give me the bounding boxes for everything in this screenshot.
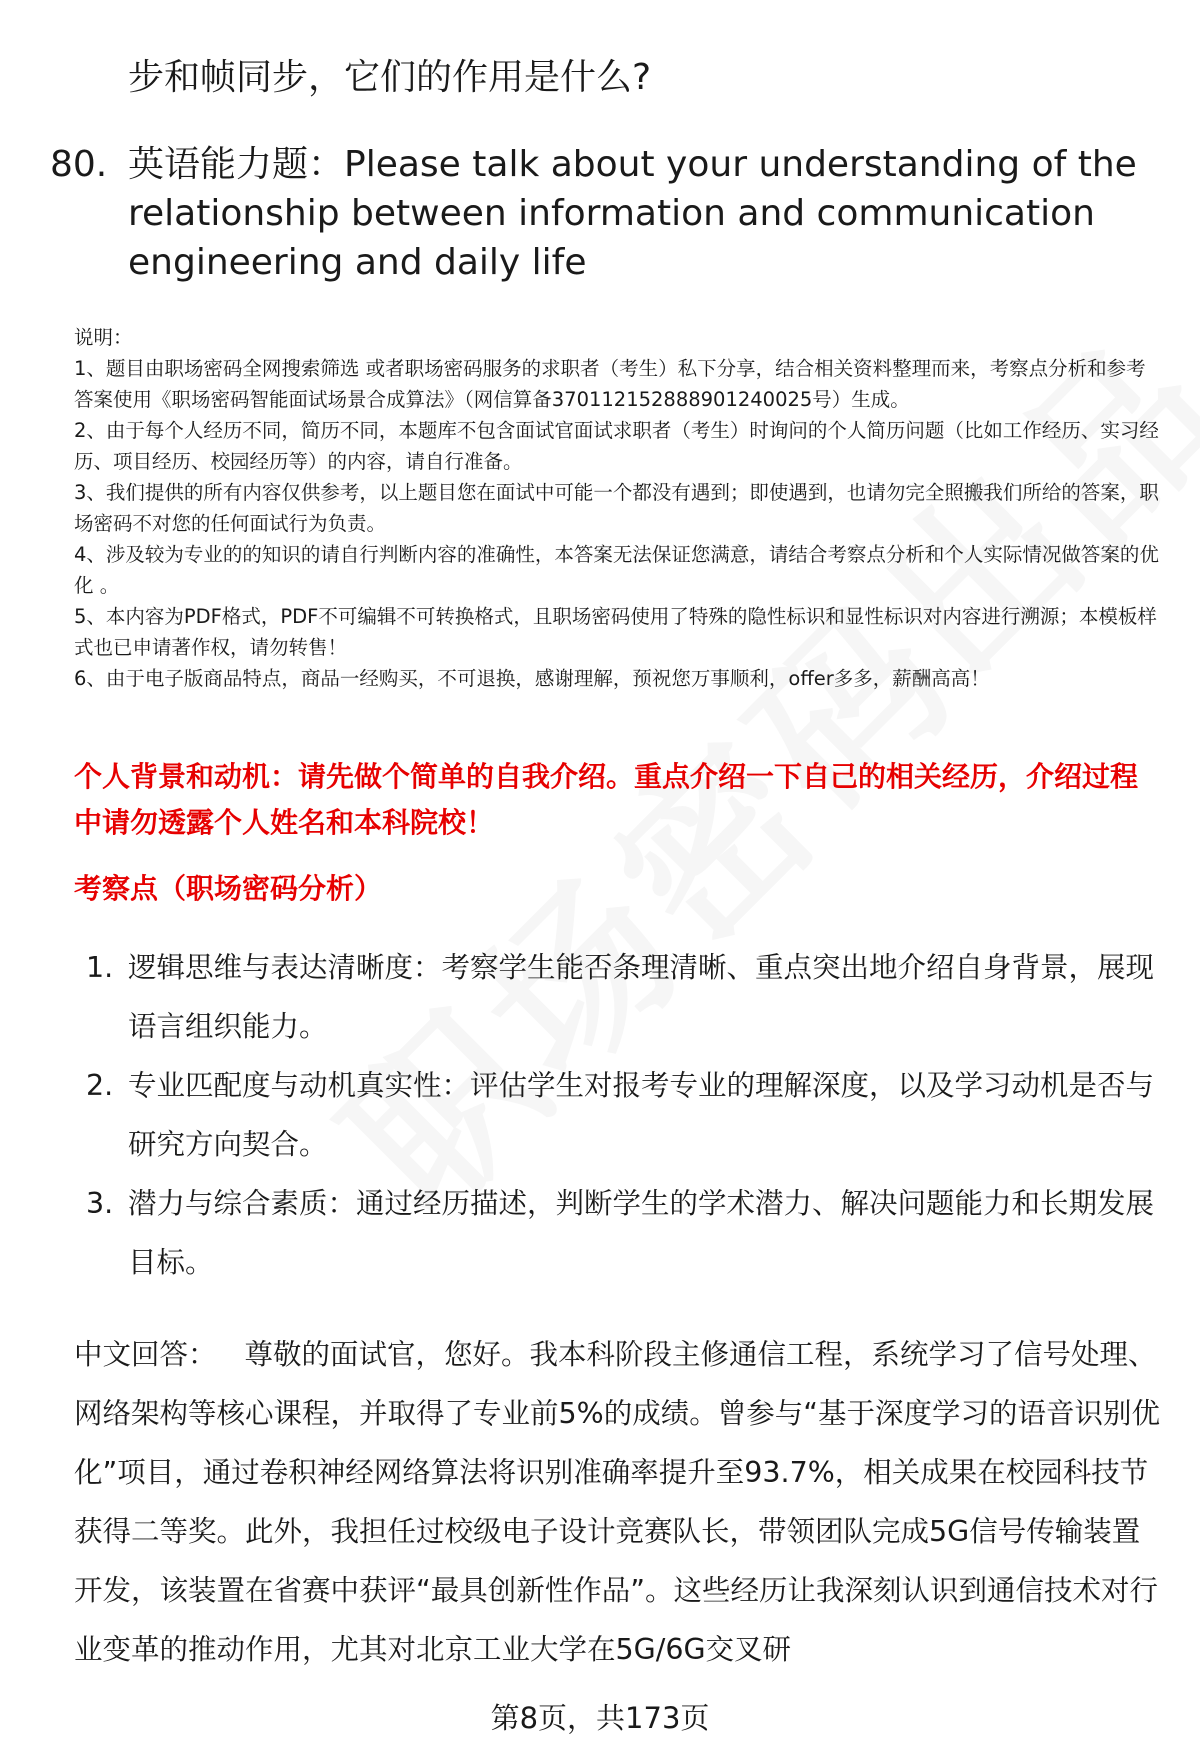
point-text: 潜力与综合素质：通过经历描述，判断学生的学术潜力、解决问题能力和长期发展目标。: [128, 1187, 1155, 1279]
note-item: 1、题目由职场密码全网搜索筛选 或者职场密码服务的求职者（考生）私下分享，结合相关资料整理而来，考察点分析和参考答案使用《职场密码智能面试场景合成算法》（网信算备370112152888901240025号）生成。: [74, 357, 1146, 411]
point-text: 专业匹配度与动机真实性：评估学生对报考专业的理解深度，以及学习动机是否与研究方向契合。: [128, 1069, 1155, 1161]
note-item: 4、涉及较为专业的的知识的请自行判断内容的准确性，本答案无法保证您满意，请结合考察点分析和个人实际情况做答案的优化 。: [74, 543, 1159, 597]
note-item: 5、本内容为PDF格式，PDF不可编辑不可转换格式，且职场密码使用了特殊的隐性标识和显性标识对内容进行溯源；本模板样式也已申请著作权，请勿转售！: [74, 605, 1157, 659]
point-number: 3.: [86, 1187, 114, 1220]
analysis-heading: 考察点（职场密码分析）: [74, 872, 383, 905]
notes-section: [74, 322, 1164, 694]
point-text: 逻辑思维与表达清晰度：考察学生能否条理清晰、重点突出地介绍自身背景，展现语言组织能力。: [128, 951, 1155, 1043]
answer-text: 尊敬的面试官，您好。我本科阶段主修通信工程，系统学习了信号处理、网络架构等核心课程，并取得了专业前5%的成绩。曾参与“基于深度学习的语音识别优化”项目，通过卷积神经网络算法将识别准确率提升至93.7%，相关成果在校园科技节获得二等奖。此外，我担任过校级电子设计竞赛队长，带领团队完成5G信号传输装置开发，该装置在省赛中获评“最具创新性作品”。这些经历让我深刻认识到通信技术对行业变革的推动作用，尤其对北京工业大学在5G/6G交叉研: [74, 1338, 1160, 1666]
question-text: 英语能力题：Please talk about your understanding of the relationship between information and communication engineering and daily life: [128, 144, 1137, 283]
page-footer: 第8页，共173页: [490, 1701, 710, 1735]
note-item: 6、由于电子版商品特点，商品一经购买，不可退换，感谢理解，预祝您万事顺利，offer多多，薪酬高高！: [74, 667, 990, 690]
analysis-point: [80, 938, 1160, 1056]
analysis-point: [80, 1174, 1160, 1292]
question-number: 80.: [50, 144, 108, 185]
interview-question: 个人背景和动机：请先做个简单的自我介绍。重点介绍一下自己的相关经历，介绍过程中请勿透露个人姓名和本科院校！: [74, 760, 1139, 839]
note-item: 2、由于每个人经历不同，简历不同，本题库不包含面试官面试求职者（考生）时询问的个人简历问题（比如工作经历、实习经历、项目经历、校园经历等）的内容，请自行准备。: [74, 419, 1159, 473]
analysis-points: [80, 938, 1160, 1292]
question-continuation: 步和帧同步，它们的作用是什么?: [128, 57, 652, 98]
notes-heading: 说明：: [74, 326, 133, 349]
analysis-point: [80, 1056, 1160, 1174]
point-number: 1.: [86, 951, 114, 984]
note-item: 3、我们提供的所有内容仅供参考，以上题目您在面试中可能一个都没有遇到；即使遇到，也请勿完全照搬我们所给的答案，职场密码不对您的任何面试行为负责。: [74, 481, 1159, 535]
chinese-answer: [74, 1325, 1160, 1679]
answer-label: 中文回答：: [74, 1338, 217, 1371]
point-number: 2.: [86, 1069, 114, 1102]
